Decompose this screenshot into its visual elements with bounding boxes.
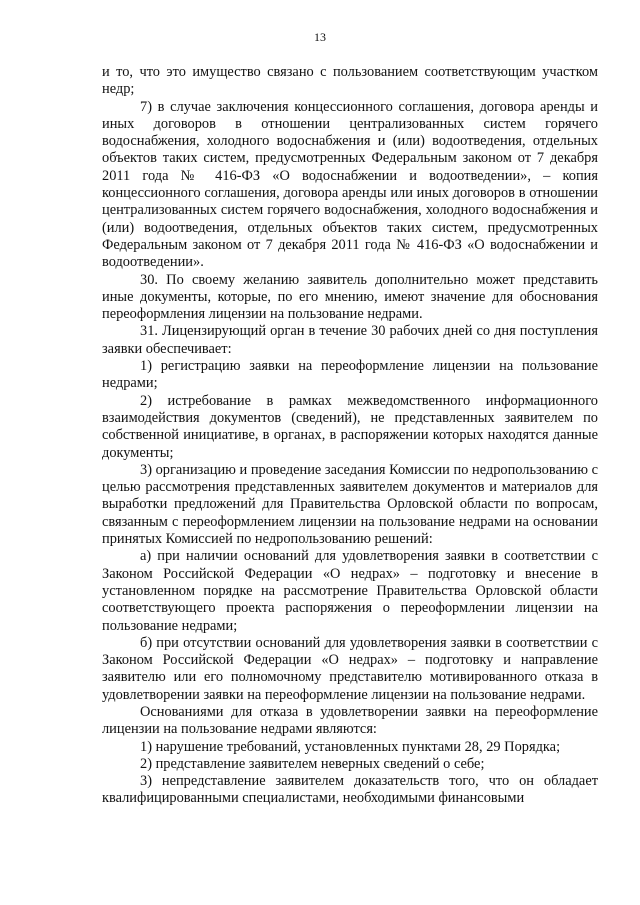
paragraph-31-item-3b: б) при отсутствии оснований для удовлетворения заявки в соответствии с Законом Российской Федерации «О недрах» – подготовку и направление заявителю или его полномочному представителю мотивированного отказа в удовлетворении заявки на переоформление лицензии на пользование недрами. xyxy=(102,634,598,703)
paragraph-item-7: 7) в случае заключения концессионного соглашения, договора аренды и иных договоров в отношении централизованных систем горячего водоснабжения, холодного водоснабжения и (или) водоотведения, отдельных объектов таких систем, предусмотренных Федеральным законом от 7 декабря 2011 года № 416-ФЗ «О водоснабжении и водоотведении», – копия концессионного соглашения, договора аренды или иных договоров в отношении централизованных систем горячего водоснабжения, холодного водоснабжения и (или) водоотведения, отдельных объектов таких систем, предусмотренных Федеральным законом от 7 декабря 2011 года № 416-ФЗ «О водоснабжении и водоотведении». xyxy=(102,98,598,271)
paragraph-refusal-item-2: 2) представление заявителем неверных сведений о себе; xyxy=(140,755,485,772)
paragraph-31-item-3: 3) организацию и проведение заседания Комиссии по недропользованию с целью рассмотрения представленных заявителем документов и материалов для выработки предложений для Правительства Орловской области по вопросам, связанным с переоформлением лицензии на пользование недрами на основании принятых Комиссией по недропользованию решений: xyxy=(102,461,598,548)
paragraph-31: 31. Лицензирующий орган в течение 30 рабочих дней со дня поступления заявки обеспечивает: xyxy=(102,323,598,357)
paragraph-continuation: и то, что это имущество связано с пользованием соответствующим участком недр; xyxy=(102,64,598,98)
paragraph-refusal-item-3: 3) непредставление заявителем доказательств того, что он обладает квалифицированными специалистами, необходимыми финансовыми xyxy=(102,773,598,807)
paragraph-31-item-1: 1) регистрацию заявки на переоформление лицензии на пользование недрами; xyxy=(102,358,598,392)
paragraph-refusal-item-1: 1) нарушение требований, установленных пунктами 28, 29 Порядка; xyxy=(140,738,561,755)
paragraph-31-item-2: 2) истребование в рамках межведомственного информационного взаимодействия документов (сведений), не представленных заявителем по собственной инициативе, в органах, в распоряжении которых находятся данные документы; xyxy=(102,392,598,461)
paragraph-30: 30. По своему желанию заявитель дополнительно может представить иные документы, которые, по его мнению, имеют значение для обоснования переоформления лицензии на пользование недрами. xyxy=(102,271,598,323)
page-number: 13 xyxy=(314,30,326,44)
paragraph-31-item-3a: а) при наличии оснований для удовлетворения заявки в соответствии с Законом Российской Федерации «О недрах» – подготовку и внесение в установленном порядке на рассмотрение Правительства Орловской области соответствующего проекта распоряжения о переоформлении лицензии на пользование недрами; xyxy=(102,548,598,634)
document-body xyxy=(102,64,598,808)
paragraph-refusal-grounds: Основаниями для отказа в удовлетворении заявки на переоформление лицензии на пользование недрами являются: xyxy=(102,703,598,738)
